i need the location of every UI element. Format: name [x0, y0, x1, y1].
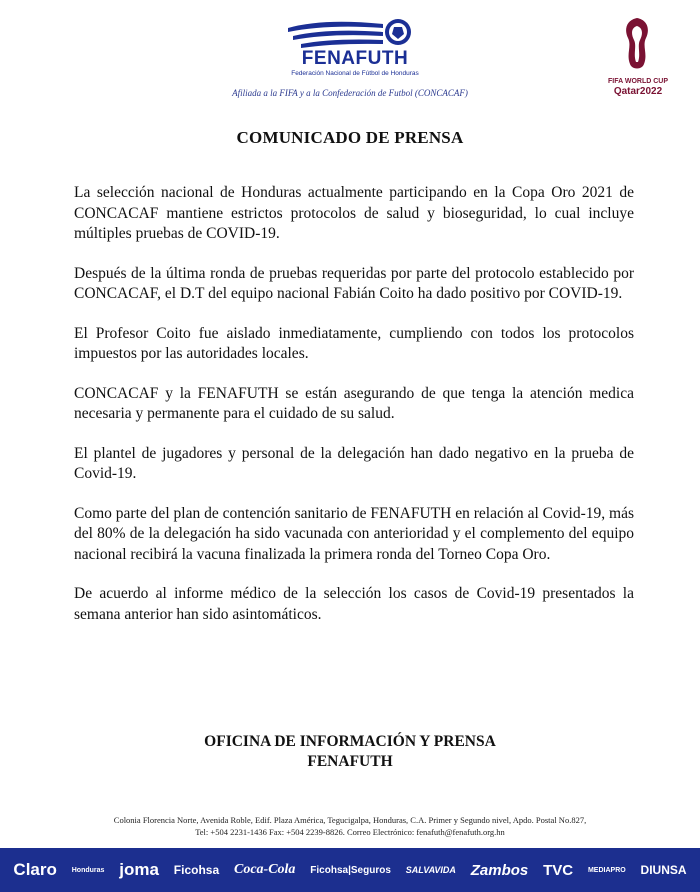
sponsor-cocacola-logo: Coca-Cola	[233, 862, 296, 877]
world-cup-label: FIFA WORLD CUP	[607, 78, 668, 85]
paragraph: Después de la última ronda de pruebas requeridas por parte del protocolo establecido por CONCACAF, el D.T del equipo nacional Fabián Coito ha dado positivo por COVID-19.	[74, 264, 634, 302]
footer-address	[40, 814, 660, 838]
paragraph: El plantel de jugadores y personal de la delegación han dado negativo en la prueba de Covid-19.	[74, 444, 634, 482]
sponsor-ficohsa-logo: Ficohsa	[173, 863, 220, 877]
address-line: Colonia Florencia Norte, Avenida Roble, Edif. Plaza América, Tegucigalpa, Honduras, C.A. Primer y Segundo nivel, Apdo. Postal No.827,	[113, 815, 587, 825]
sponsor-salvavida-logo: SALVAVIDA	[405, 865, 456, 875]
document-title: COMUNICADO DE PRENSA	[236, 128, 464, 147]
paragraph: El Profesor Coito fue aislado inmediatamente, cumpliendo con todos los protocolos impuestos por las autoridades locales.	[74, 324, 634, 362]
logo-wordmark: FENAFUTH	[301, 48, 409, 69]
contact-line: Tel: +504 2231-1436 Fax: +504 2239-8826. Correo Electrónico: fenafuth@fenafuth.org.hn	[195, 827, 505, 837]
sponsor-diunsa-logo: DIUNSA	[640, 863, 687, 877]
letterhead	[0, 0, 700, 110]
affiliation-line: Afiliada a la FIFA y a la Confederación de Futbol (CONCACAF)	[232, 88, 468, 98]
paragraph: De acuerdo al informe médico de la selección los casos de Covid-19 presentados la semana anterior han sido asintomáticos.	[74, 585, 634, 623]
paragraph: La selección nacional de Honduras actualmente participando en la Copa Oro 2021 de CONCACAF mantiene estrictos protocolos de salud y bioseguridad, lo cual incluye múltiples pruebas de COVID-19.	[74, 184, 634, 242]
press-release-body	[74, 183, 634, 644]
signature-block	[0, 732, 700, 772]
signature-org: FENAFUTH	[307, 753, 393, 770]
paragraph: Como parte del plan de contención sanitario de FENAFUTH en relación al Covid-19, más del 80% de la delegación ha sido vacunada con anterioridad y el complemento del equipo nacional recibirá la vacuna finalizada la primera ronda del Torneo Copa Oro.	[74, 504, 634, 563]
paragraph: CONCACAF y la FENAFUTH se están asegurando de que tenga la atención medica necesaria y permanente para el cuidado de su salud.	[74, 384, 634, 422]
sponsor-honduras-logo: Honduras	[71, 866, 105, 874]
sponsor-claro-logo: Claro	[13, 860, 57, 879]
world-cup-emblem-icon	[614, 16, 660, 76]
sponsor-joma-logo: joma	[119, 860, 159, 879]
sponsor-tvc-logo: TVC	[543, 861, 574, 879]
world-cup-host: Qatar2022	[613, 86, 663, 97]
sponsor-bar	[0, 848, 700, 892]
sponsor-zambos-logo: Zambos	[470, 861, 529, 879]
logo-subtitle: Federación Nacional de Fútbol de Honduras	[291, 70, 419, 77]
sponsor-ficohsa-seguros-logo: Ficohsa|Seguros	[310, 864, 391, 876]
sponsor-mediapro-logo: MEDIAPRO	[587, 866, 626, 874]
signature-office: OFICINA DE INFORMACIÓN Y PRENSA	[204, 733, 496, 750]
